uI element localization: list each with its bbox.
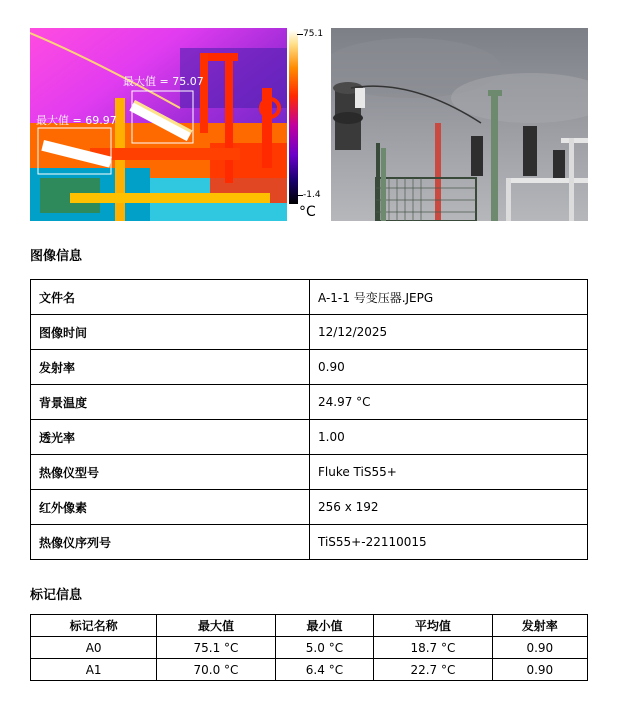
info-value: 256 x 192 [310, 490, 588, 525]
marker-label-a1: 最大值 = 69.97 [36, 114, 117, 127]
info-row [31, 455, 588, 490]
marker-cell: A0 [31, 637, 157, 659]
marker-cell: 0.90 [492, 659, 587, 681]
info-value: 24.97 °C [310, 385, 588, 420]
info-value: 12/12/2025 [310, 315, 588, 350]
marker-cell: 75.1 °C [157, 637, 275, 659]
info-key: 文件名 [31, 280, 310, 315]
photo-scene [331, 28, 588, 221]
info-value: Fluke TiS55+ [310, 455, 588, 490]
marker-cell: 6.4 °C [275, 659, 374, 681]
marker-row [31, 659, 588, 681]
marker-cell: A1 [31, 659, 157, 681]
marker-table-header: 发射率 [492, 615, 587, 637]
marker-table-header: 平均值 [374, 615, 492, 637]
info-key: 发射率 [31, 350, 310, 385]
thermal-image [30, 28, 287, 221]
scale-min-label: -1.4 [303, 190, 321, 200]
image-info-table [30, 279, 588, 560]
info-key: 图像时间 [31, 315, 310, 350]
info-row [31, 315, 588, 350]
marker-cell: 5.0 °C [275, 637, 374, 659]
info-value: 1.00 [310, 420, 588, 455]
info-row [31, 280, 588, 315]
info-row [31, 525, 588, 560]
temperature-scale-bar [289, 30, 298, 204]
info-row [31, 385, 588, 420]
info-key: 背景温度 [31, 385, 310, 420]
info-value: TiS55+-22110015 [310, 525, 588, 560]
info-key: 热像仪序列号 [31, 525, 310, 560]
info-row [31, 420, 588, 455]
marker-cell: 0.90 [492, 637, 587, 659]
marker-info-title: 标记信息 [30, 588, 83, 603]
info-key: 红外像素 [31, 490, 310, 525]
scale-unit-label: °C [299, 204, 316, 220]
marker-table-header: 最小值 [275, 615, 374, 637]
info-key: 热像仪型号 [31, 455, 310, 490]
scale-max-label: 75.1 [303, 29, 324, 39]
marker-table-header: 最大值 [157, 615, 275, 637]
marker-table-header: 标记名称 [31, 615, 157, 637]
marker-cell: 18.7 °C [374, 637, 492, 659]
marker-table-header-row [31, 615, 588, 637]
visual-photo [331, 28, 588, 221]
info-value: A-1-1 号变压器.JEPG [310, 280, 588, 315]
marker-info-table [30, 614, 588, 681]
marker-label-a0: 最大值 = 75.07 [123, 75, 204, 88]
marker-cell: 70.0 °C [157, 659, 275, 681]
info-value: 0.90 [310, 350, 588, 385]
marker-cell: 22.7 °C [374, 659, 492, 681]
info-row [31, 490, 588, 525]
image-info-title: 图像信息 [30, 249, 83, 264]
marker-row [31, 637, 588, 659]
info-key: 透光率 [31, 420, 310, 455]
info-row [31, 350, 588, 385]
